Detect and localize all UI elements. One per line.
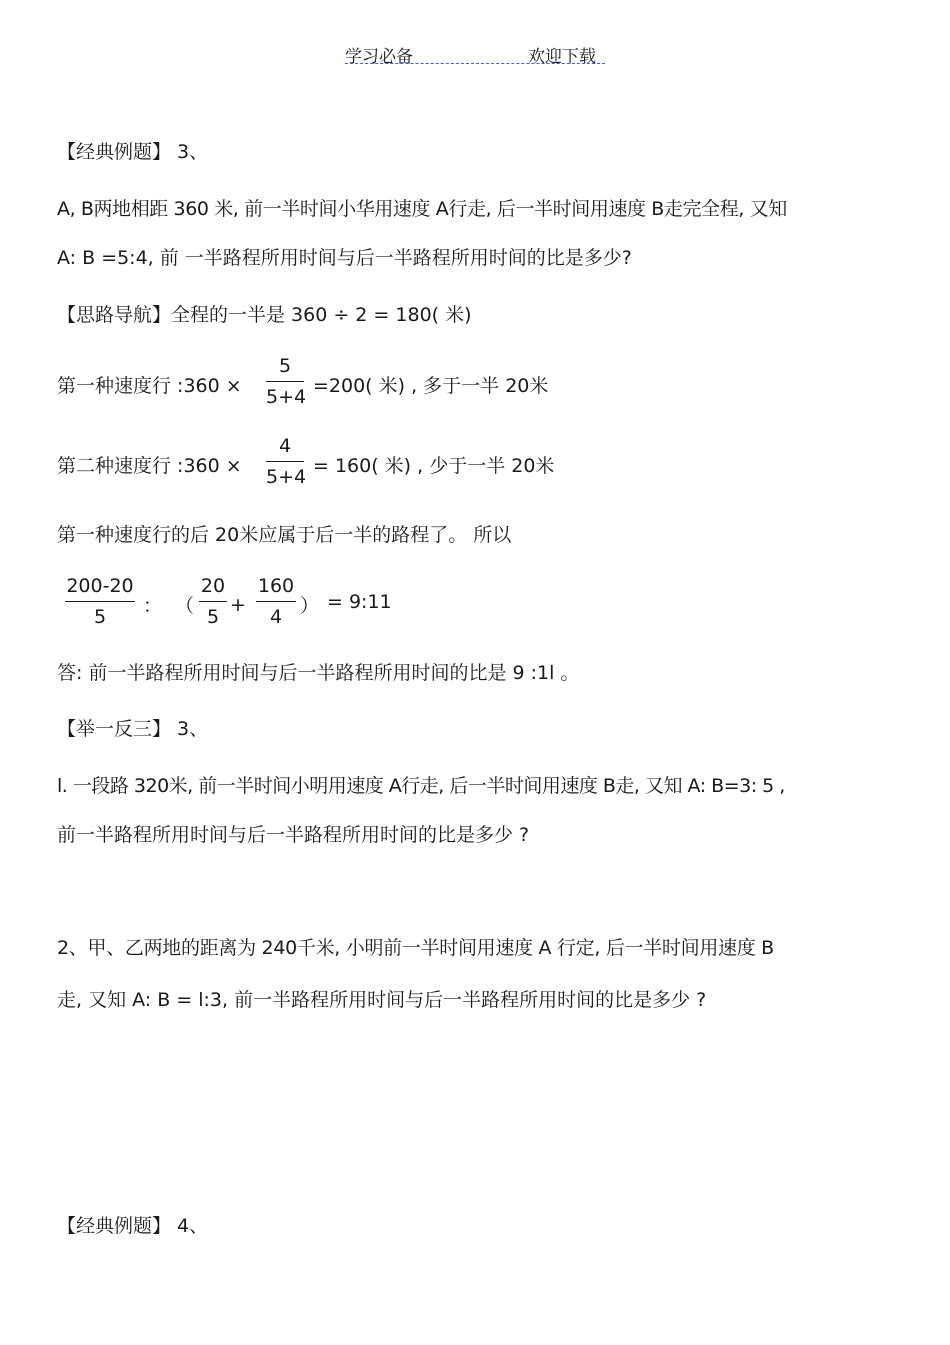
example3-problem-line1: A, B两地相距 360 米, 前一半时间小华用速度 A行走, 后一半时间用速度 B走完全程, 又知 <box>57 198 787 220</box>
example3-answer: 答: 前一半路程所用时间与后一半路程所用时间的比是 9 :1l 。 <box>57 662 580 684</box>
speed1-suffix: =200( 米) , 多于一半 20米 <box>313 375 549 397</box>
ratio-fraction-1 <box>65 577 135 627</box>
practice3-title: 【举一反三】 3、 <box>57 718 209 740</box>
example4-title: 【经典例题】 4、 <box>57 1215 209 1237</box>
practice3-q1-line1: l. 一段路 320米, 前一半时间小明用速度 A行走, 后一半时间用速度 B走, 又知 A: B=3: 5 , <box>57 775 785 797</box>
speed2-prefix: 第二种速度行 :360 × <box>57 455 242 477</box>
speed2-fraction <box>266 435 307 488</box>
ratio-fraction-2 <box>199 577 227 627</box>
example3-hint: 【思路导航】全程的一半是 360 ÷ 2 = 180( 米) <box>57 304 472 326</box>
ratio-f3-denominator: 4 <box>269 606 283 628</box>
example3-note: 第一种速度行的后 20米应属于后一半的路程了。 所以 <box>57 524 512 546</box>
speed2-numerator: 4 <box>278 435 292 457</box>
practice3-q2-line2: 走, 又知 A: B = l:3, 前一半路程所用时间与后一半路程所用时间的比是多少 ? <box>57 989 707 1011</box>
practice3-q2-line1: 2、甲、乙两地的距离为 240千米, 小明前一半时间用速度 A 行定, 后一半时间用速度 B <box>57 937 774 959</box>
ratio-colon: ： <box>143 595 163 617</box>
ratio-f1-denominator: 5 <box>93 606 107 628</box>
practice3-q1-line2: 前一半路程所用时间与后一半路程所用时间的比是多少 ? <box>57 824 530 846</box>
ratio-f3-numerator: 160 <box>257 575 295 597</box>
ratio-fraction-3 <box>256 577 296 627</box>
speed1-fraction <box>266 355 307 408</box>
speed1-prefix: 第一种速度行 :360 × <box>57 375 242 397</box>
speed1-numerator: 5 <box>278 355 292 377</box>
example3-title: 【经典例题】 3、 <box>57 141 209 163</box>
ratio-result: = 9:11 <box>327 591 392 613</box>
example3-problem-line2: A: B =5:4, 前 一半路程所用时间与后一半路程所用时间的比是多少? <box>57 247 632 269</box>
ratio-f2-denominator: 5 <box>206 606 220 628</box>
speed2-suffix: = 160( 米) , 少于一半 20米 <box>313 455 555 477</box>
ratio-open-paren: （ <box>175 595 195 617</box>
ratio-f2-numerator: 20 <box>200 575 226 597</box>
header-divider <box>345 63 605 64</box>
ratio-close-paren: ） <box>300 595 320 617</box>
ratio-f1-numerator: 200-20 <box>66 575 134 597</box>
speed2-denominator: 5+4 <box>266 466 307 488</box>
ratio-plus: + <box>230 594 246 616</box>
speed1-denominator: 5+4 <box>266 386 307 408</box>
header-left-text: 学习必备 <box>345 47 413 67</box>
header-right-text: 欢迎下载 <box>528 47 596 67</box>
